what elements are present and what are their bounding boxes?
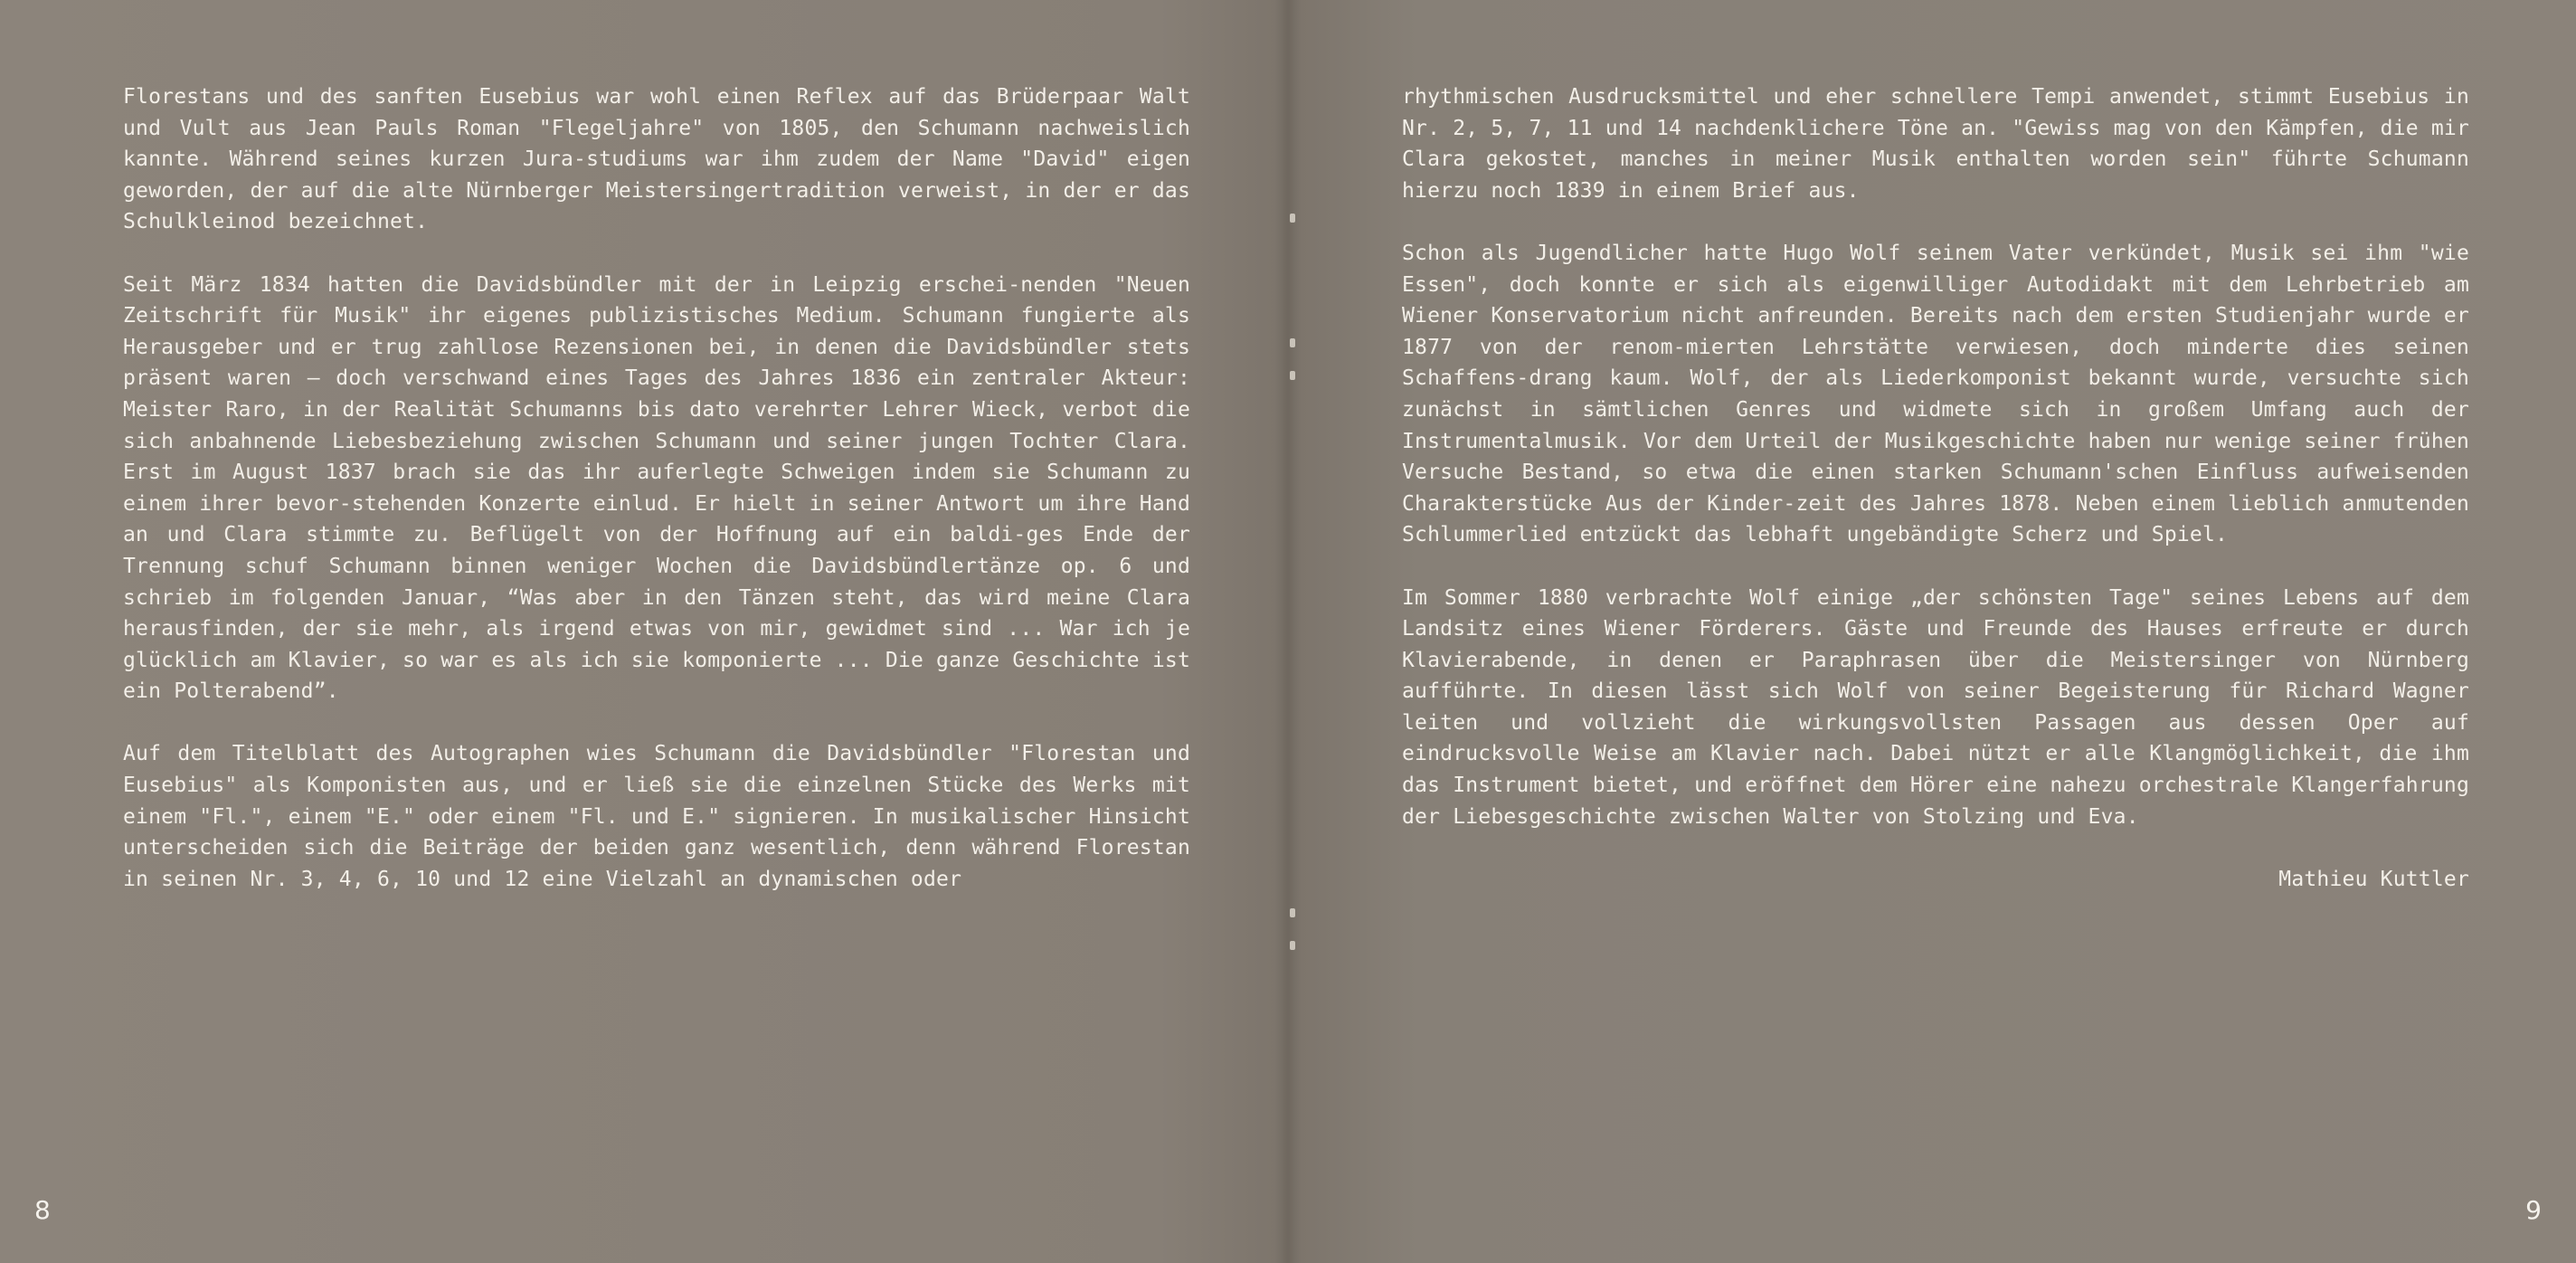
paragraph: Im Sommer 1880 verbrachte Wolf einige „der schönsten Tage" seines Lebens auf dem Landsitz eines Wiener Förderers. Gäste und Freunde des Hauses erfreute er durch Klavierabende, in denen er Paraphrasen über die Meistersinger von Nürnberg aufführte. In diesen lässt sich Wolf von seiner Begeisterung für Richard Wagner leiten und vollzieht die wirkungsvollsten Passagen aus dessen Oper auf eindrucksvolle Weise am Klavier nach. Dabei nützt er alle Klangmöglichkeit, die ihm das Instrument bietet, und eröffnet dem Hörer eine nahezu orchestrale Klangerfahrung der Liebesgeschichte zwischen Walter von Stolzing und Eva. [1402,585,2469,829]
right-page-text [1402,81,2469,895]
page-number: 8 [34,1195,51,1225]
author-signature: Mathieu Kuttler [2278,867,2469,891]
paragraph: Seit März 1834 hatten die Davidsbündler mit der in Leipzig erschei-nenden "Neuen Zeitschrift für Musik" ihr eigenes publizistisches Medium. Schumann fungierte als Herausgeber und er trug zahllose Rezensionen bei, in denen die Davidsbündler stets präsent waren – doch verschwand eines Tages des Jahres 1836 ein zentraler Akteur: Meister Raro, in der Realität Schumanns bis dato verehrter Lehrer Wieck, verbot die sich anbahnende Liebesbeziehung zwischen Schumann und seiner jungen Tochter Clara. Erst im August 1837 brach sie das ihr auferlegte Schweigen indem sie Schumann zu einem ihrer bevor-stehenden Konzerte einlud. Er hielt in seiner Antwort um ihre Hand an und Clara stimmte zu. Beflügelt von der Hoffnung auf ein baldi-ges Ende der Trennung schuf Schumann binnen weniger Wochen die Davidsbündlertänze op. 6 und schrieb im folgenden Januar, “Was aber in den Tänzen steht, das wird meine Clara herausfinden, der sie mehr, als irgend etwas von mir, gewidmet sind ... War ich je glücklich am Klavier, so war es als ich sie komponierte ... Die ganze Geschichte ist ein Polterabend”. [123,272,1190,704]
left-page-text [123,81,1190,926]
paragraph: Schon als Jugendlicher hatte Hugo Wolf seinem Vater verkündet, Musik sei ihm "wie Essen", doch konnte er sich als eigenwilliger Autodidakt mit dem Lehrbetrieb am Wiener Konservatorium nicht anfreunden. Bereits nach dem ersten Studienjahr wurde er 1877 von der renom-mierten Lehrstätte verwiesen, doch minderte dies seinen Schaffens-drang kaum. Wolf, der als Liederkomponist bekannt wurde, versuchte sich zunächst in sämtlichen Genres und widmete sich in großem Umfang auch der Instrumentalmusik. Vor dem Urteil der Musikgeschichte haben nur wenige seiner frühen Versuche Bestand, so etwa die einen starken Schumann'schen Einfluss aufweisenden Charakterstücke Aus der Kinder-zeit des Jahres 1878. Neben einem lieblich anmutenden Schlummerlied entzückt das lebhaft ungebändigte Scherz und Spiel. [1402,241,2469,547]
page-number: 9 [2525,1195,2542,1225]
paragraph: rhythmischen Ausdrucksmittel und eher schnellere Tempi anwendet, stimmt Eusebius in Nr. 2, 5, 7, 11 und 14 nachdenklichere Töne an. "Gewiss mag von den Kämpfen, die mir Clara gekostet, manches in meiner Musik enthalten worden sein" führte Schumann hierzu noch 1839 in einem Brief aus. [1402,85,2469,203]
right-page [1288,0,2576,1263]
paragraph: Auf dem Titelblatt des Autographen wies Schumann die Davidsbündler "Florestan und Eusebius" als Komponisten aus, und er ließ sie die einzelnen Stücke des Werks mit einem "Fl.", einem "E." oder einem "Fl. und E." signieren. In musikalischer Hinsicht unterscheiden sich die Beiträge der beiden ganz wesentlich, denn während Florestan in seinen Nr. 3, 4, 6, 10 und 12 eine Vielzahl an dynamischen oder [123,742,1190,891]
paragraph: Florestans und des sanften Eusebius war wohl einen Reflex auf das Brüderpaar Walt und Vult aus Jean Pauls Roman "Flegeljahre" von 1805, den Schumann nachweislich kannte. Während seines kurzen Jura-studiums war ihm zudem der Name "David" eigen geworden, der auf die alte Nürnberger Meistersingertradition verweist, in der er das Schulkleinod bezeichnet. [123,85,1190,234]
